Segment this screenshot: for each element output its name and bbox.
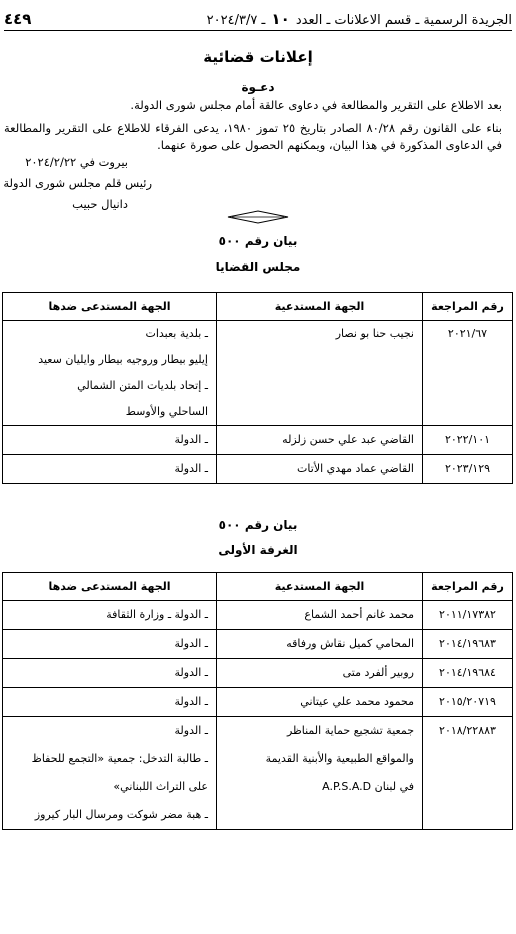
col-ref-header: رقم المراجعة bbox=[423, 293, 513, 321]
table-row bbox=[3, 601, 513, 630]
respondent-cell bbox=[3, 321, 217, 426]
page-header bbox=[4, 8, 512, 31]
col-claimant-header: الجهة المستدعية bbox=[217, 293, 423, 321]
claimant-cell bbox=[217, 321, 423, 426]
respondent-line: ـ الدولة bbox=[174, 637, 208, 650]
ref-cell bbox=[423, 717, 513, 830]
respondent-line: ـ طالبة التدخل: جمعية «التجمع للحفاظ bbox=[31, 752, 208, 765]
table-header-row bbox=[3, 573, 513, 601]
respondent-cell bbox=[3, 630, 217, 659]
ref-cell bbox=[423, 426, 513, 455]
statement1-title: بيان رقم ٥٠٠ bbox=[218, 234, 298, 248]
respondent-line: إيليو بيطار وروجيه بيطار وايليان سعيد bbox=[38, 353, 208, 366]
table-header-row bbox=[3, 293, 513, 321]
statement1-subtitle: مجلس القضايا bbox=[215, 260, 301, 274]
col-respondent-header: الجهة المستدعى ضدها bbox=[3, 573, 217, 601]
ref-number: ٢٠١٨/٢٢٨٨٣ bbox=[439, 724, 496, 737]
claimant-cell bbox=[217, 455, 423, 484]
ref-cell bbox=[423, 630, 513, 659]
claimant-cell bbox=[217, 688, 423, 717]
respondent-cell bbox=[3, 601, 217, 630]
claimant-line: المحامي كميل نقاش ورفاقه bbox=[286, 637, 414, 650]
respondent-line: ـ هبة مضر شوكت ومرسال البار كيروز bbox=[34, 808, 208, 821]
respondent-line: الساحلي والأوسط bbox=[125, 405, 208, 418]
claimant-line: القاضي عبد علي حسن زلزله bbox=[282, 433, 414, 446]
table-row bbox=[3, 426, 513, 455]
notice-paragraph-2: بناء على القانون رقم ٨٠/٢٨ الصادر بتاريخ ٢٥ تموز ١٩٨٠، يدعى الفرقاء للاطلاع على التقرير والمطالعة في الدعاوى المذكورة في هذا البيان، ويمكنهم الحصول على صورة عنهما. bbox=[4, 121, 503, 152]
ref-number: ٢٠٢٢/١٠١ bbox=[444, 433, 491, 446]
statement2-subtitle: الغرفة الأولى bbox=[218, 543, 298, 557]
ref-cell bbox=[423, 321, 513, 426]
claimant-line: محمد غانم أحمد الشماع bbox=[304, 608, 414, 621]
ref-number: ٢٠١١/١٧٣٨٢ bbox=[439, 608, 496, 621]
header-title-text: الجريدة الرسمية ـ قسم الاعلانات ـ العدد bbox=[295, 13, 512, 28]
table-row bbox=[3, 717, 513, 830]
ref-cell bbox=[423, 688, 513, 717]
claimant-cell bbox=[217, 426, 423, 455]
respondent-line: على التراث اللبناني» bbox=[113, 780, 208, 793]
table-row bbox=[3, 688, 513, 717]
header-title bbox=[207, 10, 512, 28]
ref-cell bbox=[423, 455, 513, 484]
issue-number: ١٠ bbox=[271, 10, 290, 28]
notice-paragraph-1: بعد الاطلاع على التقرير والمطالعة في دعاوى عالقة أمام مجلس شورى الدولة. bbox=[130, 98, 502, 112]
respondent-line: ـ الدولة bbox=[174, 433, 208, 446]
respondent-cell bbox=[3, 717, 217, 830]
respondent-line: ـ بلدية بعبدات bbox=[145, 327, 208, 340]
claimant-line: والمواقع الطبيعية والأبنية القديمة bbox=[265, 752, 414, 765]
page-number: ٤٤٩ bbox=[4, 10, 32, 28]
respondent-cell bbox=[3, 688, 217, 717]
statement1-table bbox=[2, 292, 513, 484]
respondent-cell bbox=[3, 426, 217, 455]
respondent-line: ـ إتحاد بلديات المتن الشمالي bbox=[77, 379, 208, 392]
col-claimant-header: الجهة المستدعية bbox=[217, 573, 423, 601]
table-row bbox=[3, 630, 513, 659]
claimant-cell bbox=[217, 630, 423, 659]
claimant-line: محمود محمد علي عيتاني bbox=[300, 695, 414, 708]
signature-place-date: بيروت في ٢٠٢٤/٢/٢٢ bbox=[25, 155, 128, 169]
divider-ornament bbox=[226, 209, 290, 225]
ref-cell bbox=[423, 601, 513, 630]
claimant-line: في لبنان A.P.S.A.D bbox=[322, 780, 414, 793]
ref-cell bbox=[423, 659, 513, 688]
col-respondent-header: الجهة المستدعى ضدها bbox=[3, 293, 217, 321]
table-row bbox=[3, 659, 513, 688]
signature-name: دانيال حبيب bbox=[72, 197, 128, 211]
statement2-table bbox=[2, 572, 513, 830]
respondent-line: ـ الدولة bbox=[174, 695, 208, 708]
ref-number: ٢٠١٥/٢٠٧١٩ bbox=[439, 695, 496, 708]
claimant-cell bbox=[217, 717, 423, 830]
respondent-cell bbox=[3, 455, 217, 484]
respondent-cell bbox=[3, 659, 217, 688]
ref-number: ٢٠٢٣/١٢٩ bbox=[444, 462, 491, 475]
claimant-line: القاضي عماد مهدي الأتات bbox=[297, 462, 414, 475]
signature-role: رئيس قلم مجلس شورى الدولة bbox=[3, 176, 152, 190]
issue-date: ـ ٢٠٢٤/٣/٧ bbox=[206, 13, 266, 28]
respondent-line: ـ الدولة bbox=[174, 724, 208, 737]
ref-number: ٢٠١٤/١٩٦٨٣ bbox=[439, 637, 496, 650]
table-row bbox=[3, 455, 513, 484]
claimant-cell bbox=[217, 659, 423, 688]
table-row bbox=[3, 321, 513, 426]
claimant-line: جمعية تشجيع حماية المناظر bbox=[286, 724, 414, 737]
respondent-line: ـ الدولة bbox=[174, 462, 208, 475]
ref-number: ٢٠٢١/٦٧ bbox=[447, 327, 488, 340]
respondent-line: ـ الدولة ـ وزارة الثقافة bbox=[106, 608, 208, 621]
claimant-line: نجيب حنا بو نصار bbox=[335, 327, 414, 340]
claimant-cell bbox=[217, 601, 423, 630]
claimant-line: روبير ألفرد متى bbox=[342, 666, 414, 679]
statement2-title: بيان رقم ٥٠٠ bbox=[218, 518, 298, 532]
notice-heading: دعـوة bbox=[241, 80, 275, 94]
ref-number: ٢٠١٤/١٩٦٨٤ bbox=[439, 666, 496, 679]
main-heading: إعلانات قضائية bbox=[203, 48, 313, 66]
col-ref-header: رقم المراجعة bbox=[423, 573, 513, 601]
respondent-line: ـ الدولة bbox=[174, 666, 208, 679]
